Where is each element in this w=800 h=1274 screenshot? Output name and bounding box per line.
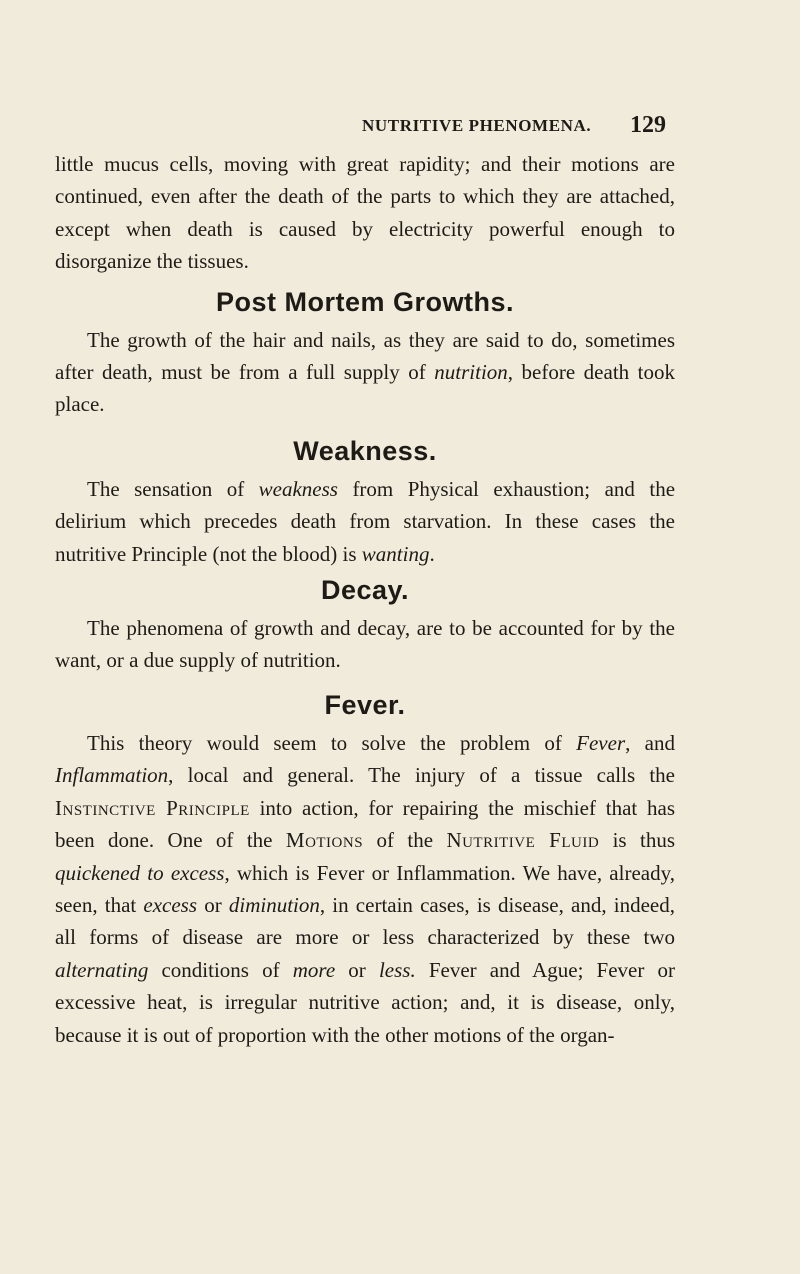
small-caps-term: Instinctive Principle (55, 795, 250, 820)
text-run: conditions of (161, 957, 280, 982)
text-run: , before death took place. (55, 360, 676, 417)
post-mortem-paragraph (55, 324, 675, 421)
emphasis: quickened to excess (55, 860, 225, 885)
text-run: or (348, 957, 366, 982)
decay-paragraph: The phenomena of growth and decay, are to be accounted for by the want, or a due supply of nutrition. (55, 616, 675, 673)
emphasis: Inflammation (55, 763, 169, 788)
text-run: , in certain cases, is disease, and, indeed, all forms of disease are more or less characterized by these two (55, 892, 676, 950)
text-run: is thus (612, 828, 675, 853)
heading-post-mortem-growths: Post Mortem Growths. (215, 286, 515, 317)
text-run: . (429, 541, 435, 566)
emphasis: wanting (361, 541, 430, 566)
small-caps-term: Nutritive Fluid (446, 828, 600, 853)
text-run: from Physical exhaustion; and the delirium which precedes death from starvation. In these cases the nutritive Principle (not the blood) is (55, 476, 676, 566)
intro-paragraph: little mucus cells, moving with great rapidity; and their motions are continued, even after the death of the parts to which they are attached, except when death is caused by electricity powerful enough to disorganize the tissues. (55, 152, 675, 274)
page-number: 129 (630, 112, 666, 138)
heading-decay: Decay. (320, 575, 410, 606)
emphasis: more (292, 957, 336, 982)
text-run: The sensation of (87, 476, 245, 501)
emphasis: alternating (55, 957, 149, 982)
emphasis: nutrition (434, 360, 508, 385)
heading-fever: Fever. (324, 689, 406, 720)
running-head (0, 112, 800, 142)
heading-weakness: Weakness. (293, 435, 437, 466)
emphasis: diminution (228, 892, 320, 917)
emphasis: Fever (576, 730, 626, 755)
text-run: Fever and Ague; Fever or excessive heat, is irregular nutritive action; and, it is disease, only, because it is out of proportion with the other motions of the organ- (55, 957, 675, 1047)
emphasis: weakness (258, 476, 338, 501)
body-text (55, 148, 675, 1051)
text-run: or (204, 892, 222, 917)
text-run: of the (376, 828, 434, 853)
emphasis: less. (378, 957, 416, 982)
text-run: , which is Fever or Inflammation. We have, already, seen, that (55, 860, 675, 917)
text-run: This theory would seem to solve the problem of (87, 730, 562, 755)
text-run: , local and general. The injury of a tissue calls the (168, 763, 675, 788)
text-run: The growth of the hair and nails, as they are said to do, sometimes after death, must be from a full supply of (55, 327, 675, 385)
text-run: , and (625, 730, 675, 755)
text-run: into action, for repairing the mischief that has been done. One of the (55, 795, 675, 853)
running-title: NUTRITIVE PHENOMENA. (362, 116, 592, 135)
small-caps-term: Motions (285, 828, 364, 853)
weakness-paragraph (55, 473, 675, 570)
fever-paragraph (55, 727, 675, 1051)
emphasis: excess (143, 892, 198, 917)
